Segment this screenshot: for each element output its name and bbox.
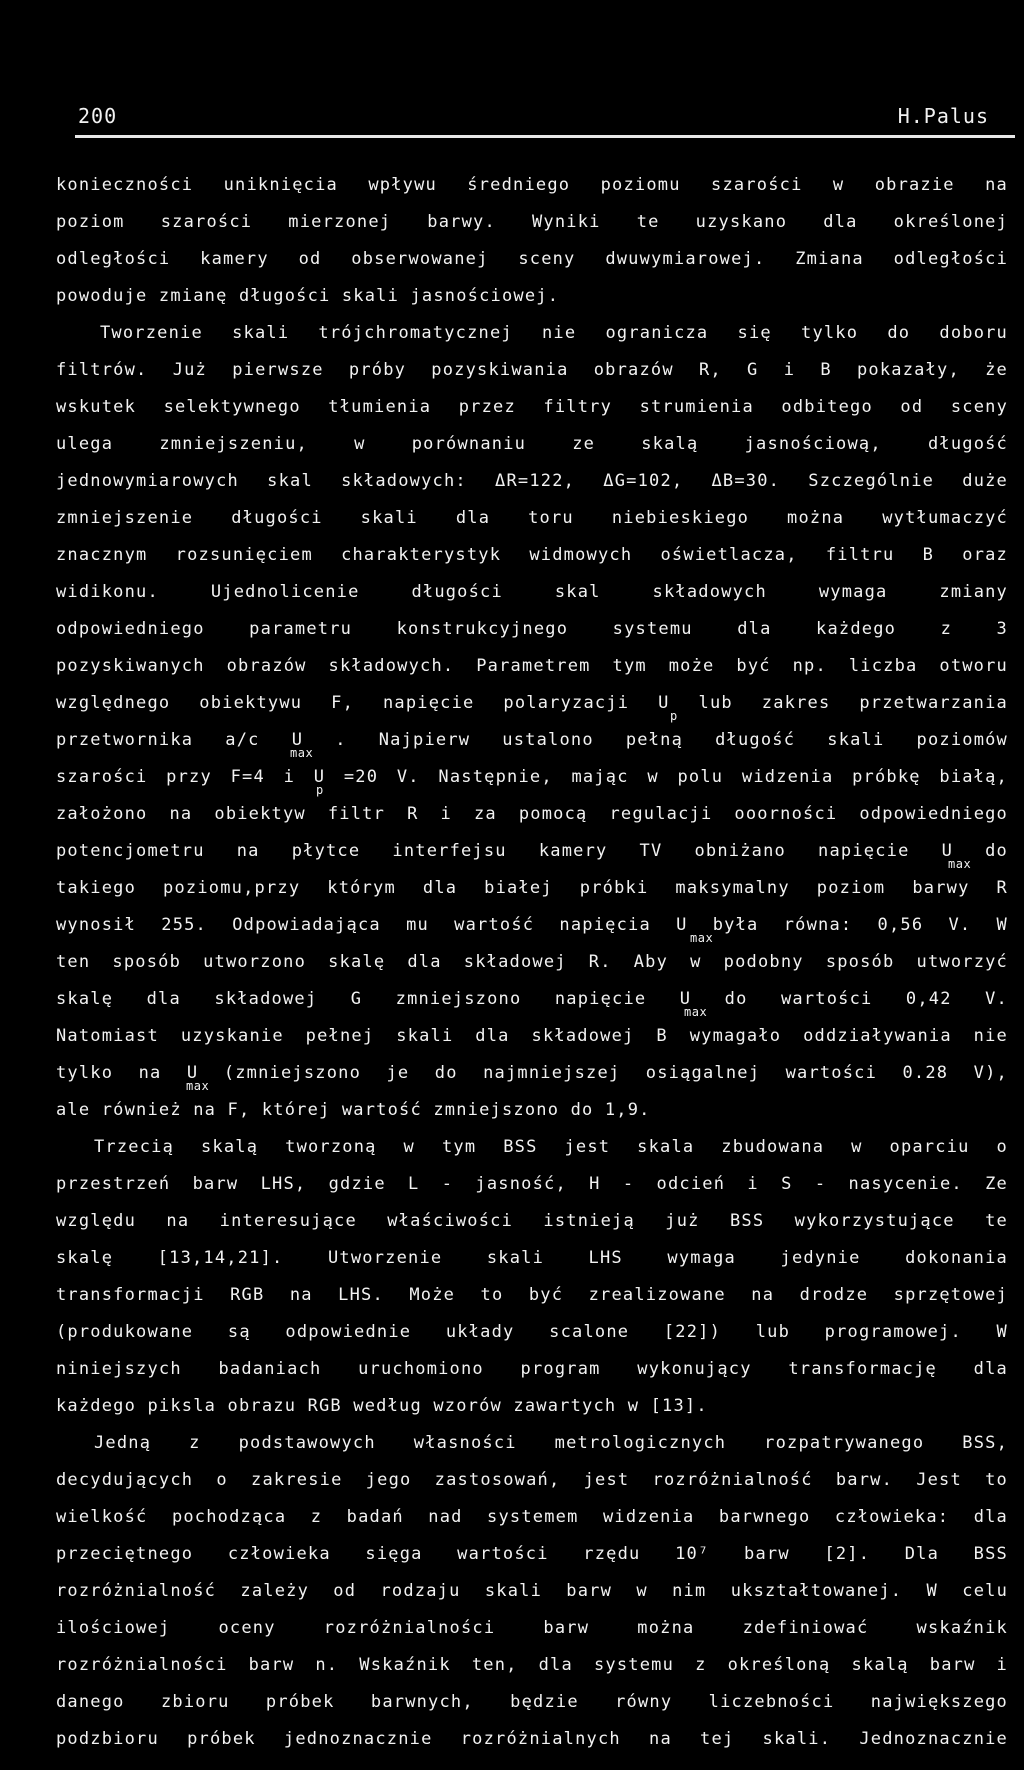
text-line: wynosił 255. Odpowiadająca mu wartość napięcia U była równa: 0,56 V. W (56, 915, 1008, 935)
subscript-max: max (290, 746, 314, 760)
page-header (75, 104, 989, 134)
text-line: względnego obiektywu F, napięcie polaryzacji U lub zakres przetwarzania (56, 693, 1008, 713)
text-line: Jedną z podstawowych własności metrologicznych rozpatrywanego BSS, (94, 1433, 1008, 1453)
text-line: transformacji RGB na LHS. Może to być zrealizowane na drodze sprzętowej (56, 1285, 1008, 1305)
text-line: widikonu. Ujednolicenie długości skal składowych wymaga zmiany (56, 582, 1008, 602)
text-line: poziom szarości mierzonej barwy. Wyniki te uzyskano dla określonej (56, 212, 1008, 232)
text-line: ilościowej oceny rozróżnialności barw można zdefiniować wskaźnik (56, 1618, 1008, 1638)
subscript-max: max (948, 857, 972, 871)
text-line: skalę dla składowej G zmniejszono napięcie U do wartości 0,42 V. (56, 989, 1008, 1009)
text-line: wskutek selektywnego tłumienia przez filtry strumienia odbitego od sceny (56, 397, 1008, 417)
text-line: konieczności uniknięcia wpływu średniego poziomu szarości w obrazie na (56, 175, 1008, 195)
subscript-p: p (670, 709, 678, 723)
subscript-max: max (186, 1079, 210, 1093)
text-line: potencjometru na płytce interfejsu kamery TV obniżano napięcie U do (56, 841, 1008, 861)
text-line: niniejszych badaniach uruchomiono program wykonujący transformację dla (56, 1359, 1008, 1379)
text-line: znacznym rozsunięciem charakterystyk widmowych oświetlacza, filtru B oraz (56, 545, 1008, 565)
text-line: Tworzenie skali trójchromatycznej nie ogranicza się tylko do doboru (100, 323, 1008, 343)
text-line: względu na interesujące właściwości istnieją już BSS wykorzystujące te (56, 1211, 1008, 1231)
text-line: ulega zmniejszeniu, w porównaniu ze skalą jasnościową, długość (56, 434, 1008, 454)
text-line: rozróżnialności barw n. Wskaźnik ten, dla systemu z określoną skalą barw i (56, 1655, 1008, 1675)
text-line: decydujących o zakresie jego zastosowań, jest rozróżnialność barw. Jest to (56, 1470, 1008, 1490)
header-rule (75, 135, 1015, 138)
text-line: Natomiast uzyskanie pełnej skali dla składowej B wymagało oddziaływania nie (56, 1026, 1008, 1046)
text-line: odpowiedniego parametru konstrukcyjnego systemu dla każdego z 3 (56, 619, 1008, 639)
text-line: filtrów. Już pierwsze próby pozyskiwania obrazów R, G i B pokazały, że (56, 360, 1008, 380)
text-line: wielkość pochodząca z badań nad systemem widzenia barwnego człowieka: dla (56, 1507, 1008, 1527)
text-line: jednowymiarowych skal składowych: ΔR=122, ΔG=102, ΔB=30. Szczególnie duże (56, 471, 1008, 491)
text-line: przeciętnego człowieka sięga wartości rzędu 10⁷ barw [2]. Dla BSS (56, 1544, 1008, 1564)
page-number: 200 (78, 104, 118, 128)
text-line: każdego piksla obrazu RGB według wzorów zawartych w [13]. (56, 1396, 708, 1416)
text-line: rozróżnialność zależy od rodzaju skali barw w nim ukształtowanej. W celu (56, 1581, 1008, 1601)
subscript-max: max (690, 931, 714, 945)
text-line: pozyskiwanych obrazów składowych. Parametrem tym może być np. liczba otworu (56, 656, 1008, 676)
text-line: tylko na U (zmniejszono je do najmniejszej osiągalnej wartości 0.28 V), (56, 1063, 1008, 1083)
text-line: ale również na F, której wartość zmniejszono do 1,9. (56, 1100, 651, 1120)
text-line: szarości przy F=4 i U =20 V. Następnie, mając w polu widzenia próbkę białą, (56, 767, 1008, 787)
text-line: powoduje zmianę długości skali jasnościowej. (56, 286, 560, 306)
text-line: (produkowane są odpowiednie układy scalone [22]) lub programowej. W (56, 1322, 1008, 1342)
text-line: ten sposób utworzono skalę dla składowej R. Aby w podobny sposób utworzyć (56, 952, 1008, 972)
text-line: danego zbioru próbek barwnych, będzie równy liczebności największego (56, 1692, 1008, 1712)
text-line: przetwornika a/c U . Najpierw ustalono pełną długość skali poziomów (56, 730, 1008, 750)
text-line: zmniejszenie długości skali dla toru niebieskiego można wytłumaczyć (56, 508, 1008, 528)
text-line: przestrzeń barw LHS, gdzie L - jasność, H - odcień i S - nasycenie. Ze (56, 1174, 1008, 1194)
text-line: Trzecią skalą tworzoną w tym BSS jest skala zbudowana w oparciu o (94, 1137, 1008, 1157)
text-line: podzbioru próbek jednoznacznie rozróżnialnych na tej skali. Jednoznacznie (56, 1729, 1008, 1749)
running-head: H.Palus (897, 104, 989, 128)
subscript-max: max (684, 1005, 708, 1019)
text-line: takiego poziomu,przy którym dla białej próbki maksymalny poziom barwy R (56, 878, 1008, 898)
text-line: skalę [13,14,21]. Utworzenie skali LHS wymaga jedynie dokonania (56, 1248, 1008, 1268)
subscript-p: p (316, 783, 324, 797)
text-line: założono na obiektyw filtr R i za pomocą regulacji ooorności odpowiedniego (56, 804, 1008, 824)
text-line: odległości kamery od obserwowanej sceny dwuwymiarowej. Zmiana odległości (56, 249, 1008, 269)
